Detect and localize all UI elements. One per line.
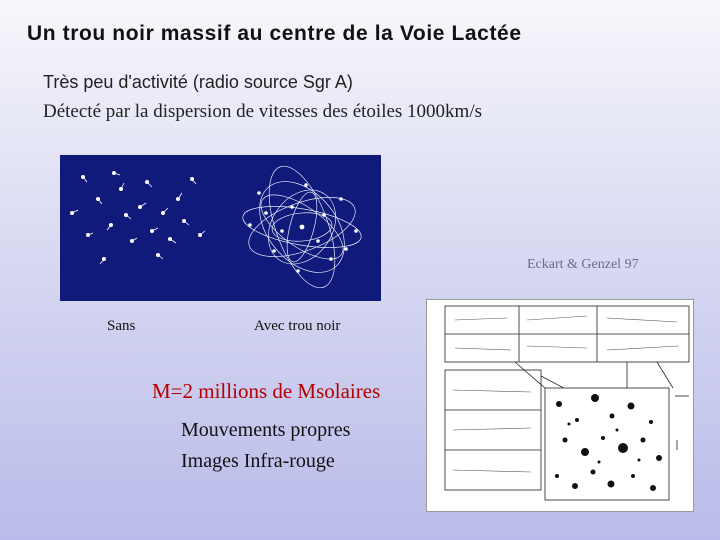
star-field-box [545, 388, 669, 500]
star-orbit-panel [60, 155, 381, 301]
infrared-figure-drawing [427, 300, 693, 511]
label-without-black-hole: Sans [107, 318, 136, 334]
dispersion-line: Détecté par la dispersion de vitesses des étoiles 1000km/s [43, 101, 483, 122]
black-hole-mass: M=2 millions de Msolaires [152, 379, 381, 403]
slide-title: Un trou noir massif au centre de la Voie Lactée [27, 22, 522, 45]
bullet-infrared-images: Images Infra-rouge [181, 450, 335, 472]
figure-credit: Eckart & Genzel 97 [527, 257, 639, 272]
star-orbit-illustration [60, 155, 381, 301]
stars-without-black-hole [70, 171, 205, 264]
bullet-proper-motions: Mouvements propres [181, 419, 351, 441]
label-with-black-hole: Avec trou noir [254, 318, 341, 334]
infrared-figure [426, 299, 694, 512]
activity-line: Très peu d'activité (radio source Sgr A) [43, 72, 353, 92]
scale-marks [675, 396, 689, 450]
